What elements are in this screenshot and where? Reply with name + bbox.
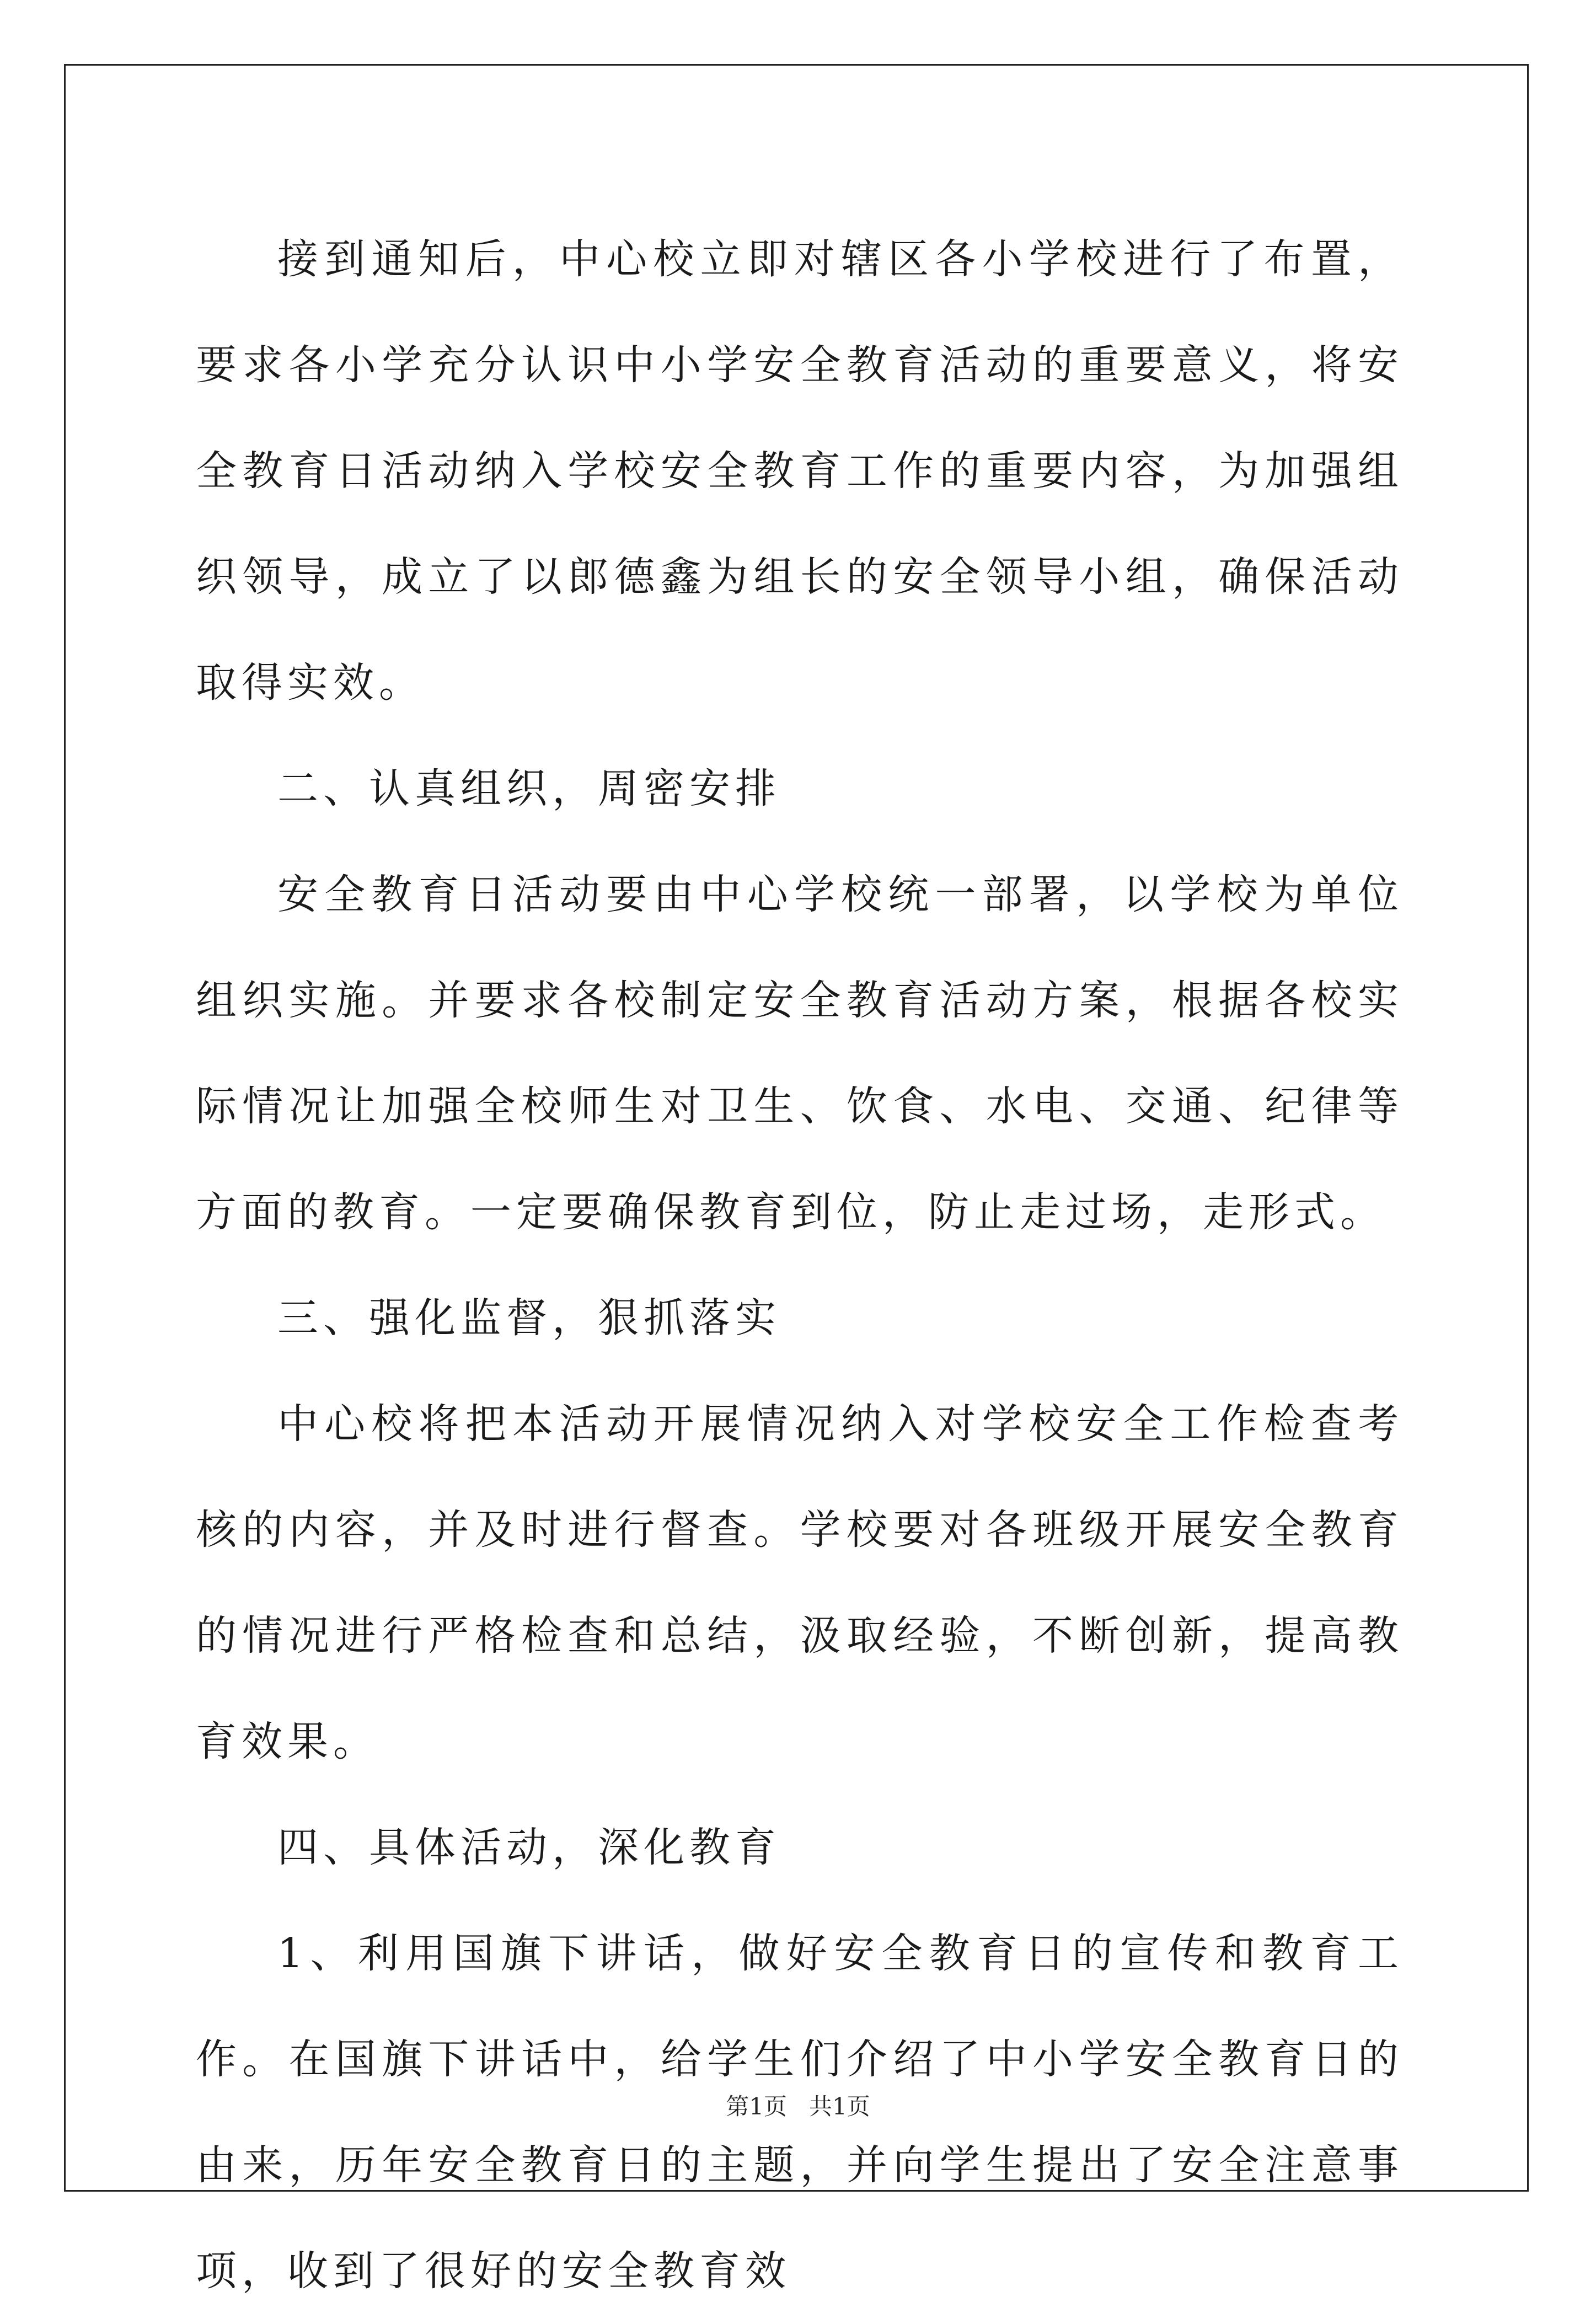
paragraph-item-1: 1、利用国旗下讲话，做好安全教育日的宣传和教育工作。在国旗下讲话中，给学生们介绍了中小学安全教育日的由来，历年安全教育日的主题，并向学生提出了安全注意事项，收到了很好的安全教育效 [196, 1930, 1404, 2295]
paragraph-section-3: 中心校将把本活动开展情况纳入对学校安全工作检查考核的内容，并及时进行督查。学校要对各班级开展安全教育的情况进行严格检查和总结，汲取经验，不断创新，提高教育效果。 [196, 1400, 1404, 1765]
section-heading-2: 二、认真组织，周密安排 [277, 765, 781, 812]
page-number: 第1页 [726, 2093, 787, 2120]
page-footer [0, 2090, 1596, 2123]
document-body [196, 206, 1404, 2324]
section-heading-3: 三、强化监督，狠抓落实 [277, 1294, 781, 1342]
page-total: 共1页 [809, 2093, 870, 2120]
paragraph-intro: 接到通知后，中心校立即对辖区各小学校进行了布置，要求各小学充分认识中小学安全教育活动的重要意义，将安全教育日活动纳入学校安全教育工作的重要内容，为加强组织领导，成立了以郎德鑫为组长的安全领导小组，确保活动取得实效。 [196, 235, 1404, 706]
section-heading-4: 四、具体活动，深化教育 [277, 1824, 781, 1871]
paragraph-section-2: 安全教育日活动要由中心学校统一部署，以学校为单位组织实施。并要求各校制定安全教育活动方案，根据各校实际情况让加强全校师生对卫生、饮食、水电、交通、纪律等方面的教育。一定要确保教育到位，防止走过场，走形式。 [196, 871, 1404, 1236]
